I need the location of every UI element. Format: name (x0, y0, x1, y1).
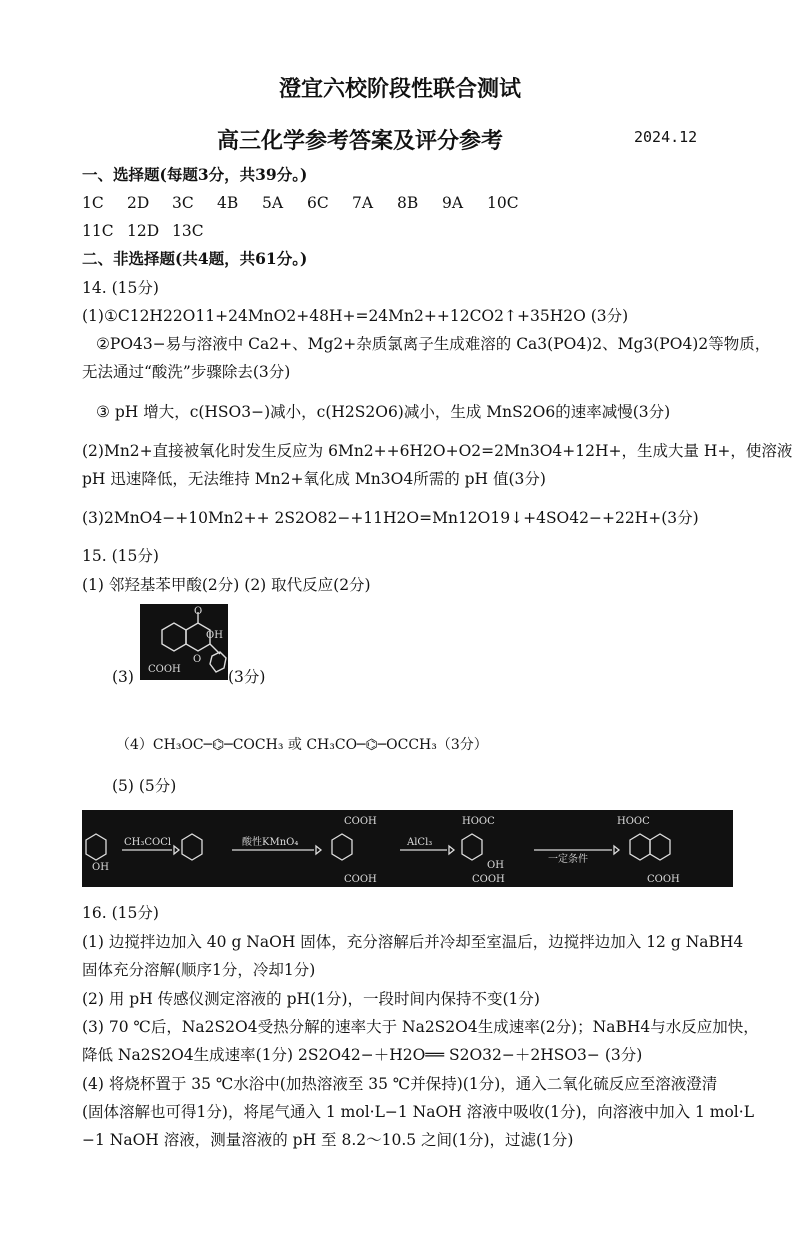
answer-item: 1C (82, 194, 104, 212)
svg-text:COOH: COOH (344, 816, 377, 827)
svg-text:酸性KMnO₄: 酸性KMnO₄ (242, 837, 299, 848)
section1-heading: 一、选择题(每题3分，共39分。) (82, 165, 308, 184)
answer-item: 2D (127, 194, 150, 212)
q14-line: (1)①C12H22O11+24MnO2+48H+=24Mn2++12CO2↑+35H2O (3分) (82, 307, 629, 325)
page-subtitle: 高三化学参考答案及评分参考 (216, 128, 503, 154)
svg-text:一定条件: 一定条件 (548, 854, 588, 865)
q16-line: 降低 Na2S2O4生成速率(1分) 2S2O42−＋H2O══ S2O32−＋2HSO3− (3分) (82, 1046, 643, 1064)
answer-item: 11C (82, 222, 114, 240)
q14-heading: 14. (15分) (82, 279, 159, 297)
svg-text:COOH: COOH (344, 874, 377, 885)
page-title: 澄宜六校阶段性联合测试 (278, 76, 521, 102)
section2-heading: 二、非选择题(共4题，共61分。) (82, 249, 308, 268)
answer-item: 3C (172, 194, 194, 212)
answer-item: 6C (307, 194, 329, 212)
q14-line: (2)Mn2+直接被氧化时发生反应为 6Mn2++6H2O+O2=2Mn3O4+12H+，生成大量 H+，使溶液 (82, 442, 793, 460)
q14-line: (3)2MnO4−+10Mn2++ 2S2O82−+11H2O=Mn12O19↓+4SO42−+22H+(3分) (82, 509, 699, 527)
q14-line: ③ pH 增大，c(HSO3−)减小，c(H2S2O6)减小，生成 MnS2O6的速率减慢(3分) (96, 403, 671, 421)
svg-text:OH: OH (206, 630, 223, 641)
q15-part3-label: (3) (112, 668, 134, 686)
answer-item: 12D (127, 222, 160, 240)
q15-part3-score: (3分) (228, 668, 266, 686)
q16-line: (2) 用 pH 传感仪测定溶液的 pH(1分)，一段时间内保持不变(1分) (82, 990, 540, 1008)
q16-line: −1 NaOH 溶液，测量溶液的 pH 至 8.2～10.5 之间(1分)，过滤(1分) (82, 1131, 574, 1149)
answer-item: 4B (217, 194, 239, 212)
svg-text:OH: OH (92, 862, 109, 873)
svg-text:COOH: COOH (647, 874, 680, 885)
q15-part5: (5) (5分) (112, 777, 177, 795)
answer-item: 9A (442, 194, 464, 212)
q14-line: 无法通过“酸洗”步骤除去(3分) (82, 363, 291, 381)
svg-text:HOOC: HOOC (462, 816, 495, 827)
answer-item: 7A (352, 194, 374, 212)
answer-item: 8B (397, 194, 419, 212)
q16-line: (3) 70 ℃后，Na2S2O4受热分解的速率大于 Na2S2O4生成速率(2分)；NaBH4与水反应加快， (82, 1018, 759, 1036)
q16-heading: 16. (15分) (82, 904, 159, 922)
q16-line: 固体充分溶解(顺序1分，冷却1分) (82, 961, 316, 979)
svg-text:CH₃COCl: CH₃COCl (124, 837, 172, 848)
svg-text:AlCl₃: AlCl₃ (407, 837, 433, 848)
q16-line: (固体溶解也可得1分)，将尾气通入 1 mol·L−1 NaOH 溶液中吸收(1分)，向溶液中加入 1 mol·L (82, 1103, 754, 1121)
svg-text:O: O (193, 654, 202, 665)
answers-row1 (82, 193, 532, 213)
q16-line: (4) 将烧杯置于 35 ℃水浴中(加热溶液至 35 ℃并保持)(1分)，通入二氧化硫反应至溶液澄清 (82, 1075, 718, 1093)
answers-row2 (82, 221, 217, 241)
q15-heading: 15. (15分) (82, 547, 159, 565)
q14-line: pH 迅速降低，无法维持 Mn2+氧化成 Mn3O4所需的 pH 值(3分) (82, 470, 546, 488)
structure-image (140, 604, 228, 680)
svg-text:O: O (194, 606, 203, 617)
svg-text:COOH: COOH (472, 874, 505, 885)
q14-line: ②PO43−易与溶液中 Ca2+、Mg2+杂质氯离子生成难溶的 Ca3(PO4)2、Mg3(PO4)2等物质， (96, 335, 771, 353)
date-label: 2024.12 (634, 128, 698, 146)
svg-text:HOOC: HOOC (617, 816, 650, 827)
answer-item: 5A (262, 194, 284, 212)
svg-text:COOH: COOH (148, 664, 181, 675)
q15-line: (1) 邻羟基苯甲酸(2分) (2) 取代反应(2分) (82, 576, 371, 594)
synthesis-scheme (82, 810, 733, 887)
answer-item: 13C (172, 222, 204, 240)
q16-line: (1) 边搅拌边加入 40 g NaOH 固体，充分溶解后并冷却至室温后，边搅拌边加入 12 g NaBH4 (82, 933, 744, 951)
svg-text:OH: OH (487, 860, 504, 871)
q15-part4: （4）CH₃OC─⌬─COCH₃ 或 CH₃CO─⌬─OCCH₃（3分） (116, 737, 488, 753)
answer-item: 10C (487, 194, 519, 212)
